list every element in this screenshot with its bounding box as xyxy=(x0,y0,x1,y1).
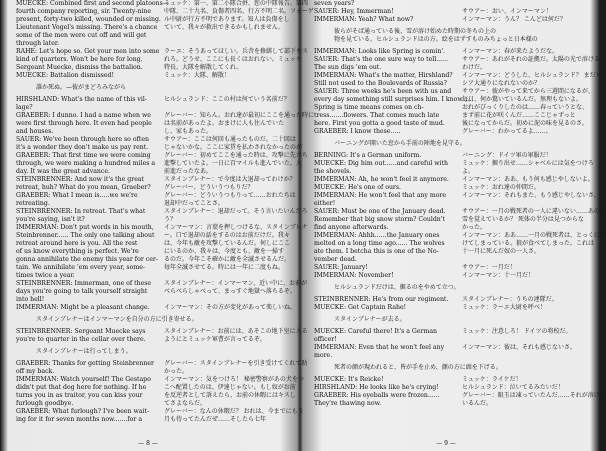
japanese-dialogue: ミュッケ：おれ達の仲間だ。 xyxy=(462,184,540,191)
english-dialogue: ate them. I betcha this is one of the No- xyxy=(314,248,439,255)
japanese-dialogue: ミュッケ：ライケだ！ xyxy=(462,376,522,383)
left-page-lines xyxy=(8,0,315,424)
japanese-dialogue: 月も待ってたんだぜ……そしたら七年 xyxy=(164,416,267,423)
right-page-number: — 9 — xyxy=(436,440,456,447)
english-dialogue: into hell! xyxy=(16,296,45,303)
script-line xyxy=(306,208,606,216)
english-dialogue: IMMERMAN: He won't feel that any more xyxy=(314,192,447,199)
japanese-dialogue: ラーエ：そうあってほしい。兵舎を修繕して部下をス xyxy=(164,48,308,55)
stage-direction: スタインブレナーが去る。 xyxy=(334,316,406,323)
script-line xyxy=(306,88,592,96)
stage-direction: スタインブレナーはインマーマンを自分の方に引き寄せる。 xyxy=(36,316,198,323)
japanese-dialogue: 毎年全滅させてる。時には一年に二度もね。 xyxy=(164,264,285,271)
script-line xyxy=(8,216,294,224)
english-dialogue: present, forty-two killed, wounded or missing. xyxy=(16,16,161,23)
script-line xyxy=(306,344,592,352)
script-line xyxy=(8,160,302,168)
script-line xyxy=(306,64,592,72)
japanese-dialogue: グレーバー：眼玉は凍っていたんだ……それが溶けて xyxy=(462,392,606,399)
japanese-dialogue: ミュッケ：掘り出せ……シャベルには気をつけろ xyxy=(462,160,594,167)
script-line xyxy=(306,176,592,184)
script-line xyxy=(306,304,592,312)
english-dialogue: Sergeant Muecke, dismiss the battalion. xyxy=(16,64,143,71)
script-line xyxy=(306,96,592,104)
script-line xyxy=(8,296,294,304)
japanese-dialogue: インマーマン：どうした、ヒルシュランド？ まだロ xyxy=(462,72,602,79)
script-line xyxy=(306,200,592,208)
english-dialogue: SAUER: Three weeks he's been with us and xyxy=(314,88,452,95)
english-dialogue: IMMERMAN: Ahhh......the January ones xyxy=(314,232,440,239)
script-line xyxy=(306,8,592,16)
english-dialogue: STEINBRENNER: Immerman, one of these xyxy=(16,280,152,287)
english-dialogue: STEINBRENNER: He's from our regiment. xyxy=(314,296,449,303)
script-line xyxy=(8,304,294,312)
japanese-dialogue: にいるのか、我々は、今度とも、敵を一掃す xyxy=(164,248,285,255)
english-dialogue: STEINBRENNER: And now it's the great xyxy=(16,176,145,183)
english-dialogue: SAUER: We've been through here so often xyxy=(16,136,150,143)
english-dialogue: GRAEBER: What I mean is.....we we're xyxy=(16,192,138,199)
script-line xyxy=(8,112,315,120)
script-line xyxy=(306,192,600,200)
japanese-dialogue: ー。口で退却の話をするのはお前だけだ。我々 xyxy=(164,232,290,239)
english-dialogue: GRAEBER: I dunno. I had a name when we xyxy=(16,112,151,119)
script-line xyxy=(306,184,592,192)
japanese-dialogue: インマーマン：気をつけろ！ 秘密警察があの犬をつ xyxy=(164,376,304,383)
japanese-dialogue: スタインブレナー：で今度は大退却ってわけか？ xyxy=(164,176,296,183)
english-dialogue: of us know everything is perfect. We're xyxy=(16,248,139,255)
script-line xyxy=(306,112,592,120)
japanese-dialogue: 十一月に死んだ奴の一人さ。 xyxy=(462,248,540,255)
script-line xyxy=(8,400,294,408)
english-dialogue: retreat around here is you. All the rest xyxy=(16,240,138,247)
script-line xyxy=(306,336,592,344)
english-dialogue: GRAEBER: Thanks for getting Steinbrenner xyxy=(16,360,154,367)
english-dialogue: The sun digs 'em out. xyxy=(314,64,382,71)
japanese-dialogue: 毎日、何か驚いているんだ。無理もないよ。 xyxy=(462,96,583,103)
english-dialogue: MUECKE: Careful there! It's a German xyxy=(314,328,437,335)
script-line xyxy=(8,416,294,424)
script-line xyxy=(8,24,294,32)
japanese-dialogue: 中隊、二十九名、負傷者四名、行方不明二名。フォーゲ xyxy=(164,8,314,15)
english-dialogue: fourth company reporting, sir. Twenty-nine xyxy=(16,8,152,15)
english-dialogue: through later. xyxy=(16,40,60,47)
script-line xyxy=(8,72,294,80)
english-dialogue: times twice a year. xyxy=(16,272,75,279)
script-line xyxy=(306,72,602,80)
japanese-dialogue: いるんだ。 xyxy=(462,400,493,407)
english-dialogue: HIRSHLAND: What's the name of this vil- xyxy=(16,96,147,103)
japanese-dialogue: グレーバー：知らん。おれ達が最初にここを通った時に xyxy=(164,112,315,119)
stage-direction: 誰か死ぬ。—彼がまどろみながら xyxy=(36,84,127,91)
japanese-dialogue: シア大通りになれないのか？ xyxy=(462,80,541,87)
english-dialogue: IMMERMAN: Even that he won't feel any xyxy=(314,344,445,351)
japanese-dialogue: 退却中だってことさ。 xyxy=(164,200,224,207)
script-line xyxy=(306,160,592,168)
english-dialogue: GRAEBER: His eyeballs were frozen...... xyxy=(314,392,440,399)
script-line xyxy=(306,104,592,112)
right-page xyxy=(306,0,606,451)
script-line xyxy=(306,364,592,372)
english-dialogue: MUECKE: Battalion dismissed! xyxy=(16,72,114,79)
english-dialogue: IMMERMAN: November! xyxy=(314,272,394,279)
english-dialogue: Spring is time means comes on ch- xyxy=(314,104,424,111)
english-dialogue: here. First you gotta a good taste of mud. xyxy=(314,120,445,127)
script-line xyxy=(8,48,308,56)
japanese-dialogue: けてしまっている。狼が食べてしまった。これは xyxy=(462,240,595,247)
script-line xyxy=(8,328,308,336)
english-dialogue: off my back. xyxy=(16,368,55,375)
japanese-dialogue: サウアー：ここは何回も通ったものだ。二十回は xyxy=(164,136,296,143)
script-line xyxy=(8,256,294,264)
english-dialogue: STEINBRENNER: Sergeant Muecke says xyxy=(16,328,146,335)
english-dialogue: MUECKE: Dig him out......and careful with xyxy=(314,160,448,167)
script-line xyxy=(8,368,294,376)
stage-direction: バーニングが開いた窓から手前の陣地を見守る。 xyxy=(334,140,466,147)
english-dialogue: MUECKE: It's Reicke! xyxy=(314,376,384,383)
script-line xyxy=(8,200,294,208)
script-line xyxy=(8,348,294,356)
japanese-dialogue: サウアー：一月の戦死者の一人に違いない……あの大 xyxy=(462,208,606,215)
script-line xyxy=(8,128,294,136)
english-dialogue: MUECKE: Get Captain Rahe! xyxy=(314,304,407,311)
english-dialogue: didn't put that dog here for nothing. If he xyxy=(16,384,147,391)
script-line xyxy=(306,140,592,148)
english-dialogue: IMMERMAN: Yeah? What now? xyxy=(314,16,414,23)
english-dialogue: RAHE: Let's hope so. Get your men into some xyxy=(16,48,160,55)
japanese-dialogue: インマーマン：その方が変化があって楽しいね。 xyxy=(164,304,296,311)
script-line xyxy=(8,32,294,40)
english-dialogue: it's a wonder they don't make us pay rent. xyxy=(16,144,149,151)
english-dialogue: Lieutenant Vogel's missing. There's a chance xyxy=(16,24,158,31)
japanese-dialogue: グレーバー：わかってるよ……。 xyxy=(462,128,552,135)
english-dialogue: and houses. xyxy=(16,128,54,135)
japanese-dialogue: まず前に花が咲くんだ……ここじゃずっと xyxy=(462,112,576,119)
japanese-dialogue: かった。 xyxy=(164,368,189,375)
japanese-dialogue: 後になってからだ。初めに泥の味を見るのさ。 xyxy=(462,120,588,127)
japanese-dialogue: サウアー：おい、インマーマン！ xyxy=(462,8,552,15)
script-line xyxy=(306,392,606,400)
english-dialogue: tain. We annihilate 'em every year, some- xyxy=(16,264,145,271)
english-dialogue: you're saying, isn't it? xyxy=(16,216,85,223)
script-line xyxy=(8,152,308,160)
script-line xyxy=(8,184,294,192)
stage-direction: 彼らがそば通っている後、雪が溶け始めた時期の冬ちの上の xyxy=(334,28,497,35)
script-line xyxy=(306,256,592,264)
script-line xyxy=(8,0,308,8)
script-line xyxy=(8,8,314,16)
script-line xyxy=(8,264,294,272)
script-line xyxy=(8,248,294,256)
english-dialogue: STEINBRENNER: In retreat. That's what xyxy=(16,208,146,215)
japanese-dialogue: 前進だったなあ。 xyxy=(164,168,212,175)
english-dialogue: through, we were making a hundred miles a xyxy=(16,160,156,167)
japanese-dialogue: インマーマン：彼は、それも感じないさ。 xyxy=(462,344,576,351)
english-dialogue: melted on a long time ago...... The wolves xyxy=(314,240,445,247)
japanese-dialogue: インマーマン：春が来たようだな。 xyxy=(462,48,559,55)
japanese-dialogue: う？ xyxy=(164,216,177,223)
script-line xyxy=(306,232,606,240)
script-line xyxy=(8,224,308,232)
japanese-dialogue: グレーバー、どういうつもりだ？ xyxy=(164,184,254,191)
japanese-dialogue: わけだ。 xyxy=(462,64,487,71)
script-line xyxy=(8,120,294,128)
japanese-dialogue: ヒルシュランド：泣いてるみたいだ！ xyxy=(462,384,564,391)
script-line xyxy=(8,104,294,112)
english-dialogue: vember dead. xyxy=(314,256,357,263)
script-line xyxy=(306,0,592,8)
script-line xyxy=(306,400,592,408)
japanese-dialogue: インマーマン：うん？ こんどは何だ？ xyxy=(462,16,566,23)
english-dialogue: officer! xyxy=(314,336,337,343)
script-line xyxy=(8,208,308,216)
english-dialogue: were first through here. It even had people xyxy=(16,120,152,127)
japanese-dialogue: 進撃していたよ。一日に百マイルも進んでいた。大 xyxy=(164,160,302,167)
script-line xyxy=(306,168,592,176)
japanese-dialogue: ミュッケ：注意しろ！ ドイツの将校だ。 xyxy=(462,328,572,335)
japanese-dialogue: ヒルシュランド：ここの村は何ていう名前だ？ xyxy=(164,96,290,103)
left-page xyxy=(8,0,315,451)
japanese-dialogue: スタインブレナー：うちの連隊だ。 xyxy=(462,296,558,303)
japanese-dialogue: 雪を覚えているか？ 死体の半分は見つからな xyxy=(462,216,584,223)
script-line xyxy=(306,152,592,160)
japanese-dialogue: グレーバー：初めてここを通った時は、攻撃に先立ち xyxy=(164,152,308,159)
stage-direction: 物を見ている。ヒルシュランドはの方。絵をはずすものみちょっと日本様の xyxy=(334,36,538,43)
stage-direction: スタインブレナーは行ってしまう。 xyxy=(36,348,132,355)
english-dialogue: SAUER: Hey, Immerman! xyxy=(314,8,394,15)
script-line xyxy=(8,144,303,152)
script-line xyxy=(306,36,592,44)
japanese-dialogue: インマーマン：ああ……一月の戦死者は、とっくに溶 xyxy=(462,232,606,239)
japanese-dialogue: るのだ。今年こそ確かに敵を全滅させるんだ。 xyxy=(164,256,291,263)
english-dialogue: every day something still surprises him. I know...... xyxy=(314,96,474,103)
english-dialogue: furlough goodbye. xyxy=(16,400,74,407)
english-dialogue: IMMERMAN: Don't put words in his mouth, xyxy=(16,224,154,231)
japanese-dialogue: グレーバー：スタインブレナーを引き受けてくれて助 xyxy=(164,360,308,367)
script-line xyxy=(8,136,294,144)
japanese-dialogue: サウアー：一月だ！ xyxy=(462,264,516,271)
english-dialogue: day. It was the great advance. xyxy=(16,168,111,175)
english-dialogue: HIRSHLAND: He looks like he's crying! xyxy=(314,384,439,391)
script-line xyxy=(306,248,592,256)
japanese-dialogue: スタインブレナー：インマーマン、近い中に、お前が xyxy=(164,280,308,287)
english-dialogue: Steinbrenner...... The only one talking about xyxy=(16,232,155,239)
japanese-dialogue: し、家もあった。 xyxy=(164,128,212,135)
english-dialogue: seven years? xyxy=(314,0,355,7)
japanese-dialogue: グレーバー：どういうつもりって……おれたちは xyxy=(164,192,296,199)
script-line xyxy=(8,16,294,24)
japanese-dialogue: グレーバー：なんの休暇だ？ おれは、今までにもう xyxy=(164,408,304,415)
english-dialogue: IMMERMAN: Watch yourself! The Gestapo xyxy=(16,376,151,383)
script-line xyxy=(306,328,592,336)
english-dialogue: kind of quarters. Won't be here for long. xyxy=(16,56,143,63)
japanese-dialogue: こへ配置したのは、伊達じゃない。もし奴がお前 xyxy=(164,384,296,391)
script-line xyxy=(306,80,592,88)
script-line xyxy=(8,232,294,240)
japanese-dialogue: インマーマン：言葉を押しつけるな、スタインブレナ xyxy=(164,224,308,231)
script-line xyxy=(306,56,600,64)
japanese-dialogue: てさよならだ。 xyxy=(164,400,207,407)
english-dialogue: IMMERMAN: Ah, he won't feel it anymore. xyxy=(314,176,449,183)
stage-direction: ヒルシュランドだけは、掘るのをやめて立つ。 xyxy=(334,284,460,291)
english-dialogue: tress.......flowers. That comes much late xyxy=(314,112,440,119)
english-dialogue: Remember that big snow storm? Couldn't xyxy=(314,216,445,223)
script-line xyxy=(306,376,592,384)
english-dialogue: the shovels. xyxy=(314,168,352,175)
right-page-lines xyxy=(306,0,606,408)
english-dialogue: GRAEBER: That first time we were coming xyxy=(16,152,151,159)
script-line xyxy=(8,64,294,72)
japanese-dialogue: ミュッケ：第一、第二小隊合併、您の中隊報告。第四 xyxy=(164,0,308,7)
english-dialogue: GRAEBER: What furlough? I've been wait- xyxy=(16,408,150,415)
script-line xyxy=(306,48,592,56)
english-dialogue: SAUER: That's the one sure way to tell...... xyxy=(314,56,448,63)
english-dialogue: MUECKE: He's one of ours. xyxy=(314,184,402,191)
script-line xyxy=(8,56,302,64)
script-line xyxy=(306,316,592,324)
script-line xyxy=(8,96,294,104)
english-dialogue: IMMERMAN: Looks like Spring is comin'. xyxy=(314,48,445,55)
script-line xyxy=(8,376,304,384)
english-dialogue: ing for it for seven months now.......for a xyxy=(16,416,143,423)
script-line xyxy=(306,216,592,224)
script-line xyxy=(306,224,592,232)
english-dialogue: lage? xyxy=(16,104,33,111)
japanese-dialogue: かった。 xyxy=(462,224,487,231)
script-line xyxy=(306,28,592,36)
script-line xyxy=(8,240,294,248)
english-dialogue: you're to quarter in the cellar over there. xyxy=(16,336,146,343)
japanese-dialogue: よ。 xyxy=(462,168,475,175)
japanese-dialogue: インマーマン：ああ、もう何も感じやしないよ。 xyxy=(462,176,594,183)
japanese-dialogue: じゃないかな。ここに家賃を払わされなかったのが xyxy=(164,144,303,151)
english-dialogue: some of the men were cut off and will get xyxy=(16,32,147,39)
japanese-dialogue: ル中尉が行方不明であります。知人は負傷をし xyxy=(164,16,290,23)
japanese-dialogue: は名前があったよ。おまけに人も住んでいた xyxy=(164,120,284,127)
script-line xyxy=(306,284,592,292)
script-line xyxy=(306,352,592,360)
english-dialogue: SAUER: Must be one of the January dead. xyxy=(314,208,446,215)
english-dialogue: They're thawing now. xyxy=(314,400,382,407)
script-line xyxy=(8,360,308,368)
english-dialogue: turns you in as traitor, you can kiss your xyxy=(16,392,143,399)
script-line xyxy=(306,296,592,304)
script-line xyxy=(8,176,294,184)
stage-direction: 死者の顔が現われると、皆が手を止め、顔の方に頭を下げる。 xyxy=(334,364,502,371)
script-line xyxy=(8,280,308,288)
english-dialogue: days you're going to talk yourself straight xyxy=(16,288,148,295)
english-dialogue: SAUER: January! xyxy=(314,264,368,271)
script-line xyxy=(8,192,294,200)
english-dialogue: retreat, huh? What do you mean, Graeber? xyxy=(16,184,151,191)
script-line xyxy=(8,168,294,176)
script-line xyxy=(306,120,592,128)
japanese-dialogue: べらべらしゃべって、まっすぐ地獄へ落ちるぞ。 xyxy=(164,288,296,295)
japanese-dialogue: おれがびっくりしたのは……春っていうとな、 xyxy=(462,104,589,111)
english-dialogue: find anyone afterwards. xyxy=(314,224,389,231)
japanese-dialogue: ミュッケ：ラーエ大尉を呼べ！ xyxy=(462,304,546,311)
japanese-dialogue: れろ。どうせ、ここにも長くはおれない。ミュッケ xyxy=(164,56,302,63)
english-dialogue: MUECKE: Combined first and second platoons— xyxy=(16,0,170,7)
japanese-dialogue: 特長、大隊を解散してくれ。 xyxy=(164,64,243,71)
english-dialogue: IMMERMAN: Might be a pleasant change. xyxy=(16,304,150,311)
english-dialogue: GRAEBER: I know these..... xyxy=(314,128,401,135)
script-line xyxy=(306,264,592,272)
japanese-dialogue: は、今年も敵を攻撃しているんだ。何しにここ xyxy=(164,240,291,247)
japanese-dialogue: バーニング：ドイツ軍の軍服だ！ xyxy=(462,152,552,159)
japanese-dialogue: サウアー：彼がやって来てから三週間になるが、 xyxy=(462,88,594,95)
script-line xyxy=(306,128,592,136)
english-dialogue: either! xyxy=(314,200,336,207)
japanese-dialogue: インマーマン：それもまた、もう感じやしないさ。 xyxy=(462,192,600,199)
script-line xyxy=(8,384,294,392)
english-dialogue: retreating. xyxy=(16,200,50,207)
script-line xyxy=(306,272,592,280)
japanese-dialogue: スタインブレナー：退却だって。そう言いたいんだろ xyxy=(164,208,308,215)
script-line xyxy=(8,408,304,416)
script-line xyxy=(8,336,294,344)
english-dialogue: BERNING: It's a German uniform. xyxy=(314,152,422,159)
japanese-dialogue: ようにとミュッケ軍曹が言ってるぞ。 xyxy=(164,336,266,343)
script-line xyxy=(8,272,294,280)
english-dialogue: Still not used to the Boulevards of Russia? xyxy=(314,80,447,87)
japanese-dialogue: を反逆者として訴えたら、お前の休暇にはキスし xyxy=(164,392,296,399)
english-dialogue: IMMERMAN: What's the matter, Hirshland? xyxy=(314,72,453,79)
english-dialogue: gonna annihilate the enemy this year for cer- xyxy=(16,256,158,263)
japanese-dialogue: スタインブレナー：お前には、あそこの地下室に入る xyxy=(164,328,308,335)
script-line xyxy=(8,84,294,92)
script-line xyxy=(306,384,592,392)
english-dialogue: more. xyxy=(314,352,333,359)
script-line xyxy=(8,316,294,324)
script-line xyxy=(8,40,294,48)
japanese-dialogue: ていて、我々が救出できるかもしれません。 xyxy=(164,24,285,31)
japanese-dialogue: ミュッケ：大隊、解散！ xyxy=(164,72,230,79)
script-line xyxy=(306,16,592,24)
left-page-number: — 8 — xyxy=(138,440,158,447)
japanese-dialogue: サウアー：あれがそれの証拠だ。太陽の光で溶ける xyxy=(462,56,600,63)
script-line xyxy=(306,240,595,248)
script-line xyxy=(8,288,294,296)
japanese-dialogue: インマーマン：十一月だ！ xyxy=(462,272,535,279)
script-line xyxy=(8,392,294,400)
